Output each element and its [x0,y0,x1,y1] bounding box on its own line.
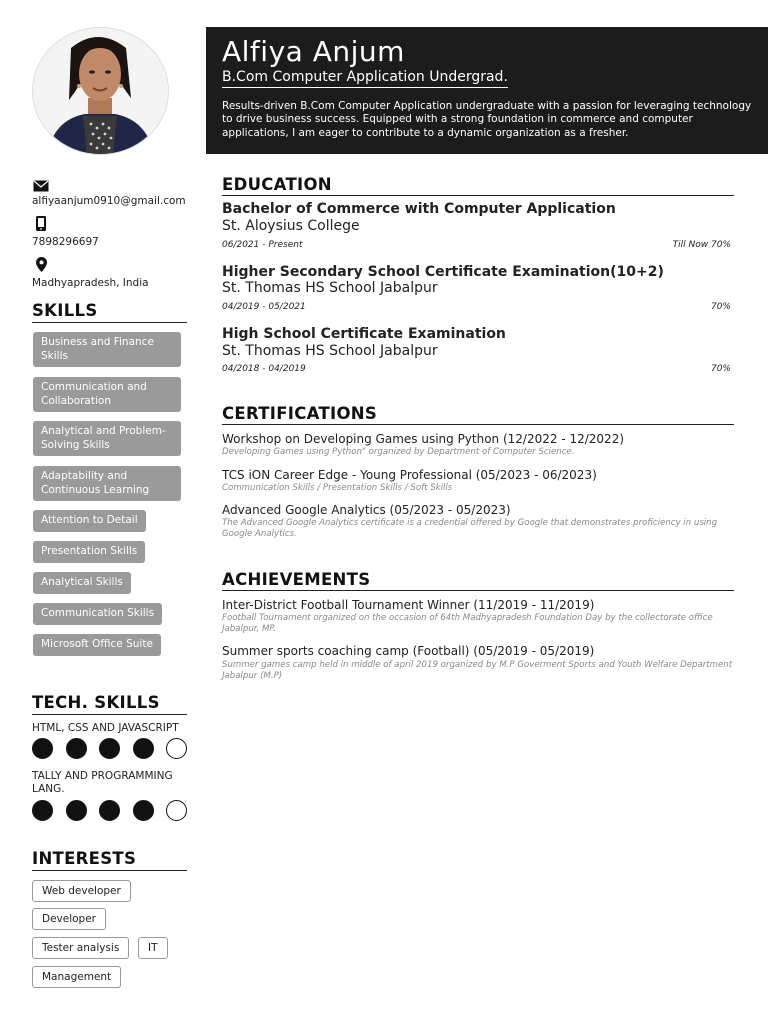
education-degree: High School Certificate Examination [222,326,506,342]
skill-level-dot [32,800,53,821]
certification-title: TCS iON Career Edge - Young Professional (05/2023 - 06/2023) [222,468,597,482]
education-degree: Higher Secondary School Certificate Examination(10+2) [222,264,664,280]
education-school: St. Thomas HS School Jabalpur [222,343,438,359]
skills-heading: SKILLS [32,301,187,323]
interest-tag: Tester analysis [32,937,129,959]
skill-tag: Analytical and Problem-Solving Skills [33,421,181,456]
skill-level-dot [99,800,120,821]
education-degree: Bachelor of Commerce with Computer Application [222,201,616,217]
interest-tag: Web developer [32,880,131,902]
interest-tag: Management [32,966,121,988]
tech-skill-name: TALLY AND PROGRAMMING LANG. [32,770,173,795]
achievement-description: Football Tournament organized on the occasion of 64th Madhyapradesh Foundation Day by the collectorate office Jabalpur, MP. [222,613,713,634]
candidate-title: B.Com Computer Application Undergrad. [222,69,508,88]
email-text[interactable]: alfiyaanjum0910@gmail.com [32,195,186,207]
achievements-heading: ACHIEVEMENTS [222,570,734,591]
certification-description: Developing Games using Python" organized by Department of Computer Science. [222,447,575,457]
certifications-heading: CERTIFICATIONS [222,404,734,425]
skill-tag: Presentation Skills [33,541,145,563]
skill-level-dot [166,738,187,759]
certification-title: Advanced Google Analytics (05/2023 - 05/2023) [222,503,511,517]
skill-tag: Microsoft Office Suite [33,634,161,656]
education-heading: EDUCATION [222,175,734,196]
education-dates: 04/2018 - 04/2019 [222,364,306,374]
skill-tag: Communication and Collaboration [33,377,181,412]
phone-icon [36,216,46,235]
skill-level-dot [66,738,87,759]
tech-skills-heading: TECH. SKILLS [32,693,187,715]
skill-tag: Attention to Detail [33,510,146,532]
education-grade: Till Now 70% [672,240,731,250]
skill-level-dot [32,738,53,759]
skill-level-dot [133,738,154,759]
education-dates: 04/2019 - 05/2021 [222,302,306,312]
interests-heading: INTERESTS [32,849,187,871]
profile-photo [32,27,169,155]
location-pin-icon [36,257,47,276]
skill-tag: Business and Finance Skills [33,332,181,367]
location-text: Madhyapradesh, India [32,277,149,289]
certification-description: The Advanced Google Analytics certificate is a credential offered by Google that demonstrates proficiency in using Google Analytics. [222,518,718,539]
education-dates: 06/2021 - Present [222,240,303,250]
skill-tag: Adaptability and Continuous Learning [33,466,181,501]
email-icon [33,177,49,196]
skill-level-dot [133,800,154,821]
tech-skill-name: HTML, CSS AND JAVASCRIPT [32,722,179,734]
skill-tag: Communication Skills [33,603,162,625]
education-grade: 70% [710,302,731,312]
profile-summary: Results-driven B.Com Computer Application undergraduate with a passion for leveraging technology to drive business success. Equipped with a strong foundation in commerce and computer applications, I am eager to contribute to a dynamic organization as a fresher. [222,100,752,139]
skill-level-dot [66,800,87,821]
certification-title: Workshop on Developing Games using Python (12/2022 - 12/2022) [222,432,625,446]
achievement-description: Summer games camp held in middle of april 2019 organized by M.P Goverment Sports and Youth Welfare Department Jabalpur (M.P) [222,660,733,681]
education-school: St. Aloysius College [222,218,360,234]
interest-tag: IT [138,937,168,959]
skill-tag: Analytical Skills [33,572,131,594]
achievement-title: Inter-District Football Tournament Winner (11/2019 - 11/2019) [222,598,595,612]
education-school: St. Thomas HS School Jabalpur [222,280,438,296]
candidate-name: Alfiya Anjum [222,35,405,68]
achievement-title: Summer sports coaching camp (Football) (05/2019 - 05/2019) [222,644,595,658]
resume-header [206,27,768,154]
interest-tag: Developer [32,908,106,930]
phone-text[interactable]: 7898296697 [32,236,99,248]
education-grade: 70% [710,364,731,374]
skill-level-dot [99,738,120,759]
certification-description: Communication Skills / Presentation Skills / Soft Skills [222,483,453,493]
skill-level-dot [166,800,187,821]
